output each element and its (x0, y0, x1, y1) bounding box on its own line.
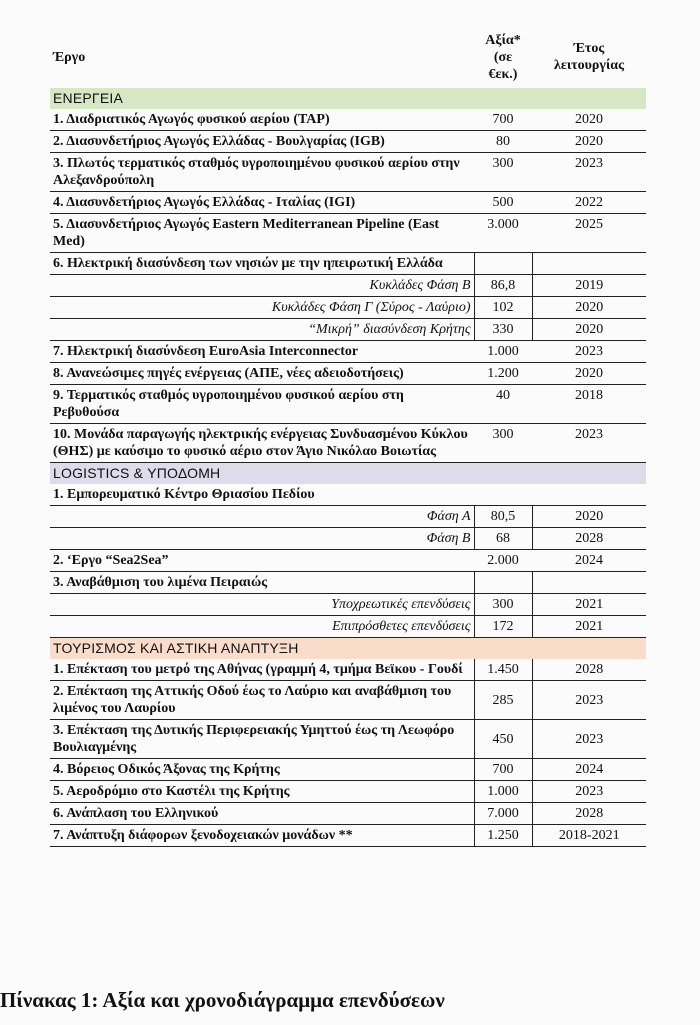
project-value: 500 (474, 192, 532, 214)
project-name: 2. Διασυνδετήριος Αγωγός Ελλάδας - Βουλγαρίας (IGB) (50, 131, 474, 153)
table-row (50, 214, 646, 253)
table-row (50, 803, 646, 825)
table-header-row (50, 26, 646, 88)
table-row (50, 506, 646, 528)
project-value: 80,5 (474, 506, 532, 528)
table-row (50, 192, 646, 214)
project-value: 300 (474, 153, 532, 192)
project-year: 2020 (532, 297, 646, 319)
project-name: 3. Επέκταση της Δυτικής Περιφερειακής Υμηττού έως τη Λεωφόρο Βουλιαγμένης (50, 720, 474, 759)
project-year: 2018 (532, 385, 646, 424)
project-name: 1. Επέκταση του μετρό της Αθήνας (γραμμή 4, τμήμα Βεϊκου - Γουδί (50, 659, 474, 681)
header-year (532, 26, 646, 88)
project-name: 2. Επέκταση της Αττικής Οδού έως το Λαύριο και αναβάθμιση του λιμένος του Λαυρίου (50, 681, 474, 720)
project-name: 5. Αεροδρόμιο στο Καστέλι της Κρήτης (50, 781, 474, 803)
investment-table (50, 26, 646, 847)
project-year: 2024 (532, 550, 646, 572)
table-row (50, 131, 646, 153)
header-value-line2: (σε (493, 49, 513, 65)
subproject-name: Κυκλάδες Φάση Β (50, 275, 474, 297)
subproject-name: Φάση Α (50, 506, 474, 528)
subproject-name: Επιπρόσθετες επενδύσεις (50, 616, 474, 638)
project-name: 4. Βόρειος Οδικός Άξονας της Κρήτης (50, 759, 474, 781)
table-row (50, 720, 646, 759)
project-year: 2018-2021 (532, 825, 646, 847)
table-row (50, 759, 646, 781)
project-value: 450 (474, 720, 532, 759)
table-row (50, 659, 646, 681)
project-value: 700 (474, 759, 532, 781)
project-name: 5. Διασυνδετήριος Αγωγός Eastern Mediterranean Pipeline (East Med) (50, 214, 474, 253)
section-logistics (50, 463, 646, 485)
project-name: 2. ‘Εργο “Sea2Sea” (50, 550, 474, 572)
project-year: 2023 (532, 720, 646, 759)
project-year (532, 253, 646, 275)
section-title: ΕΝΕΡΓΕΙΑ (50, 88, 646, 109)
subproject-name: Υποχρεωτικές επενδύσεις (50, 594, 474, 616)
project-name: 3. Αναβάθμιση του λιμένα Πειραιώς (50, 572, 474, 594)
project-year: 2023 (532, 341, 646, 363)
header-year-line2: λειτουργίας (553, 58, 625, 73)
project-value: 700 (474, 109, 532, 131)
project-year: 2020 (532, 319, 646, 341)
project-value: 300 (474, 424, 532, 463)
section-title: LOGISTICS & ΥΠΟΔΟΜΗ (50, 463, 646, 485)
project-name: 10. Μονάδα παραγωγής ηλεκτρικής ενέργειας Συνδυασμένου Κύκλου (ΘΗΣ) με καύσιμο το φυσικό αέριο στον Άγιο Νικόλαο Βοιωτίας (50, 424, 474, 463)
section-title: ΤΟΥΡΙΣΜΟΣ ΚΑΙ ΑΣΤΙΚΗ ΑΝΑΠΤΥΞΗ (50, 638, 646, 660)
header-value-line1: Αξία* (485, 32, 521, 48)
project-name: 8. Ανανεώσιμες πηγές ενέργειας (ΑΠΕ, νέες αδειοδοτήσεις) (50, 363, 474, 385)
table-row (50, 616, 646, 638)
project-value: 3.000 (474, 214, 532, 253)
project-value: 40 (474, 385, 532, 424)
project-value: 330 (474, 319, 532, 341)
project-name: 6. Ηλεκτρική διασύνδεση των νησιών με την ηπειρωτική Ελλάδα (50, 253, 474, 275)
table-row (50, 572, 646, 594)
table-row (50, 363, 646, 385)
table-row (50, 297, 646, 319)
project-year: 2028 (532, 659, 646, 681)
project-value: 300 (474, 594, 532, 616)
project-year: 2021 (532, 594, 646, 616)
project-value: 1.000 (474, 341, 532, 363)
project-value: 285 (474, 681, 532, 720)
project-value: 172 (474, 616, 532, 638)
section-tourism (50, 638, 646, 660)
table-row (50, 681, 646, 720)
project-value: 80 (474, 131, 532, 153)
project-name: 7. Ανάπτυξη διάφορων ξενοδοχειακών μονάδων ** (50, 825, 474, 847)
project-value: 2.000 (474, 550, 532, 572)
header-year-line1: Έτος (573, 41, 605, 56)
project-year: 2028 (532, 803, 646, 825)
table-row (50, 385, 646, 424)
project-year: 2023 (532, 781, 646, 803)
table-row (50, 424, 646, 463)
table-row (50, 484, 646, 506)
project-value: 1.000 (474, 781, 532, 803)
project-value: 68 (474, 528, 532, 550)
project-name: 4. Διασυνδετήριος Αγωγός Ελλάδας - Ιταλίας (IGI) (50, 192, 474, 214)
subproject-name: Φάση Β (50, 528, 474, 550)
project-year: 2020 (532, 506, 646, 528)
table-row (50, 153, 646, 192)
project-year: 2023 (532, 681, 646, 720)
project-year: 2023 (532, 424, 646, 463)
project-year: 2023 (532, 153, 646, 192)
project-value: 102 (474, 297, 532, 319)
table-row (50, 550, 646, 572)
subproject-name: “Μικρή” διασύνδεση Κρήτης (50, 319, 474, 341)
table-row (50, 319, 646, 341)
project-year: 2020 (532, 363, 646, 385)
table-caption: Πίνακας 1: Αξία και χρονοδιάγραμμα επενδύσεων (0, 988, 445, 1012)
project-year: 2020 (532, 131, 646, 153)
project-name: 1. Διαδριατικός Αγωγός φυσικού αερίου (TAP) (50, 109, 474, 131)
project-year: 2022 (532, 192, 646, 214)
table-row (50, 528, 646, 550)
project-name: 9. Τερματικός σταθμός υγροποιημένου φυσικού αερίου στη Ρεβυθούσα (50, 385, 474, 424)
table-row (50, 341, 646, 363)
project-year: 2025 (532, 214, 646, 253)
header-project: Έργο (53, 49, 86, 65)
project-year: 2020 (532, 109, 646, 131)
project-value: 1.250 (474, 825, 532, 847)
subproject-name: Κυκλάδες Φάση Γ (Σύρος - Λαύριο) (50, 297, 474, 319)
header-value-line3: €εκ.) (488, 66, 518, 82)
project-year: 2028 (532, 528, 646, 550)
table-row (50, 253, 646, 275)
project-value: 86,8 (474, 275, 532, 297)
table-row (50, 275, 646, 297)
project-value (474, 572, 532, 594)
table-row (50, 109, 646, 131)
project-year: 2021 (532, 616, 646, 638)
project-year: 2024 (532, 759, 646, 781)
project-year: 2019 (532, 275, 646, 297)
project-name: 6. Ανάπλαση του Ελληνικού (50, 803, 474, 825)
project-value: 7.000 (474, 803, 532, 825)
project-name: 1. Εμπορευματικό Κέντρο Θριασίου Πεδίου (50, 484, 646, 506)
table-row (50, 594, 646, 616)
project-name: 7. Ηλεκτρική διασύνδεση EuroAsia Interconnector (50, 341, 474, 363)
project-value (474, 253, 532, 275)
section-energy (50, 88, 646, 109)
table-row (50, 781, 646, 803)
project-year (532, 572, 646, 594)
project-value: 1.200 (474, 363, 532, 385)
header-value (474, 26, 532, 88)
table-row (50, 825, 646, 847)
project-value: 1.450 (474, 659, 532, 681)
project-name: 3. Πλωτός τερματικός σταθμός υγροποιημένου φυσικού αερίου στην Αλεξανδρούπολη (50, 153, 474, 192)
